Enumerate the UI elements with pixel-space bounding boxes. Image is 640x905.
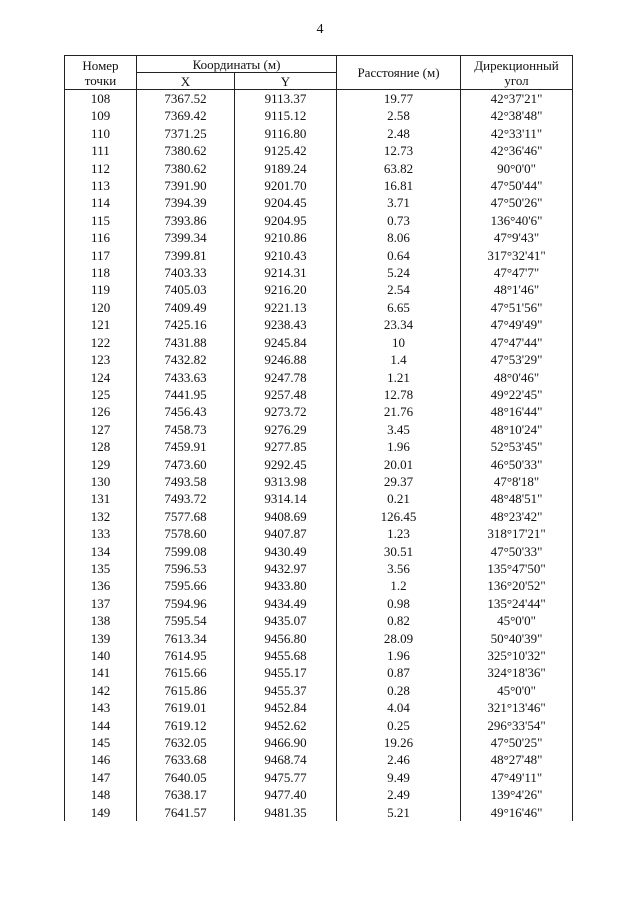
header-number-line1: Номер	[82, 57, 119, 73]
direction-angle-cell: 42°38'48"	[461, 107, 573, 124]
y-coordinate-cell: 9210.86	[235, 229, 337, 246]
x-coordinate-cell: 7473.60	[137, 456, 235, 473]
x-coordinate-cell: 7394.39	[137, 194, 235, 211]
y-coordinate-cell: 9475.77	[235, 769, 337, 786]
point-number-cell: 135	[65, 560, 137, 577]
header-direction-line1: Дирекционный	[474, 57, 559, 73]
point-number-cell: 116	[65, 229, 137, 246]
distance-cell: 9.49	[337, 769, 461, 786]
coordinates-table	[64, 55, 573, 821]
point-number-cell: 123	[65, 351, 137, 368]
table-row	[65, 229, 573, 246]
point-number-cell: 146	[65, 751, 137, 768]
header-direction-line2: угол	[504, 72, 529, 88]
x-coordinate-cell: 7367.52	[137, 90, 235, 108]
y-coordinate-cell: 9452.84	[235, 699, 337, 716]
point-number-cell: 121	[65, 316, 137, 333]
table-row	[65, 543, 573, 560]
table-row	[65, 351, 573, 368]
x-coordinate-cell: 7595.66	[137, 577, 235, 594]
direction-angle-cell: 47°9'43"	[461, 229, 573, 246]
direction-angle-cell: 321°13'46"	[461, 699, 573, 716]
point-number-cell: 117	[65, 247, 137, 264]
point-number-cell: 111	[65, 142, 137, 159]
y-coordinate-cell: 9201.70	[235, 177, 337, 194]
y-coordinate-cell: 9116.80	[235, 125, 337, 142]
direction-angle-cell: 48°10'24"	[461, 421, 573, 438]
y-coordinate-cell: 9456.80	[235, 630, 337, 647]
x-coordinate-cell: 7615.66	[137, 664, 235, 681]
direction-angle-cell: 48°1'46"	[461, 281, 573, 298]
y-coordinate-cell: 9434.49	[235, 595, 337, 612]
distance-cell: 1.4	[337, 351, 461, 368]
table-row	[65, 456, 573, 473]
direction-angle-cell: 47°49'49"	[461, 316, 573, 333]
y-coordinate-cell: 9277.85	[235, 438, 337, 455]
table-row	[65, 699, 573, 716]
table-row	[65, 577, 573, 594]
direction-angle-cell: 42°37'21"	[461, 90, 573, 108]
table-row	[65, 647, 573, 664]
y-coordinate-cell: 9477.40	[235, 786, 337, 803]
distance-cell: 5.24	[337, 264, 461, 281]
direction-angle-cell: 136°40'6"	[461, 212, 573, 229]
distance-cell: 1.96	[337, 647, 461, 664]
x-coordinate-cell: 7594.96	[137, 595, 235, 612]
table-row	[65, 247, 573, 264]
x-coordinate-cell: 7458.73	[137, 421, 235, 438]
direction-angle-cell: 47°50'44"	[461, 177, 573, 194]
x-coordinate-cell: 7369.42	[137, 107, 235, 124]
direction-angle-cell: 324°18'36"	[461, 664, 573, 681]
y-coordinate-cell: 9481.35	[235, 804, 337, 821]
point-number-cell: 132	[65, 508, 137, 525]
header-distance: Расстояние (м)	[337, 56, 461, 90]
distance-cell: 0.73	[337, 212, 461, 229]
direction-angle-cell: 296°33'54"	[461, 717, 573, 734]
distance-cell: 3.45	[337, 421, 461, 438]
direction-angle-cell: 52°53'45"	[461, 438, 573, 455]
point-number-cell: 113	[65, 177, 137, 194]
x-coordinate-cell: 7638.17	[137, 786, 235, 803]
direction-angle-cell: 47°50'26"	[461, 194, 573, 211]
distance-cell: 2.46	[337, 751, 461, 768]
point-number-cell: 143	[65, 699, 137, 716]
direction-angle-cell: 317°32'41"	[461, 247, 573, 264]
y-coordinate-cell: 9276.29	[235, 421, 337, 438]
distance-cell: 0.21	[337, 490, 461, 507]
x-coordinate-cell: 7619.01	[137, 699, 235, 716]
distance-cell: 0.82	[337, 612, 461, 629]
table-row	[65, 316, 573, 333]
x-coordinate-cell: 7640.05	[137, 769, 235, 786]
direction-angle-cell: 47°50'33"	[461, 543, 573, 560]
table-row	[65, 212, 573, 229]
x-coordinate-cell: 7632.05	[137, 734, 235, 751]
distance-cell: 12.78	[337, 386, 461, 403]
point-number-cell: 149	[65, 804, 137, 821]
distance-cell: 1.21	[337, 369, 461, 386]
y-coordinate-cell: 9433.80	[235, 577, 337, 594]
point-number-cell: 145	[65, 734, 137, 751]
point-number-cell: 137	[65, 595, 137, 612]
point-number-cell: 140	[65, 647, 137, 664]
distance-cell: 16.81	[337, 177, 461, 194]
x-coordinate-cell: 7493.72	[137, 490, 235, 507]
direction-angle-cell: 47°47'7"	[461, 264, 573, 281]
direction-angle-cell: 136°20'52"	[461, 577, 573, 594]
x-coordinate-cell: 7441.95	[137, 386, 235, 403]
table-row	[65, 386, 573, 403]
table-row	[65, 264, 573, 281]
x-coordinate-cell: 7431.88	[137, 334, 235, 351]
y-coordinate-cell: 9257.48	[235, 386, 337, 403]
direction-angle-cell: 318°17'21"	[461, 525, 573, 542]
point-number-cell: 147	[65, 769, 137, 786]
distance-cell: 23.34	[337, 316, 461, 333]
header-coordinates: Координаты (м)	[137, 56, 337, 73]
table-row	[65, 90, 573, 108]
x-coordinate-cell: 7393.86	[137, 212, 235, 229]
point-number-cell: 134	[65, 543, 137, 560]
y-coordinate-cell: 9113.37	[235, 90, 337, 108]
point-number-cell: 120	[65, 299, 137, 316]
direction-angle-cell: 45°0'0"	[461, 612, 573, 629]
point-number-cell: 124	[65, 369, 137, 386]
direction-angle-cell: 49°16'46"	[461, 804, 573, 821]
direction-angle-cell: 45°0'0"	[461, 682, 573, 699]
distance-cell: 2.58	[337, 107, 461, 124]
point-number-cell: 127	[65, 421, 137, 438]
distance-cell: 20.01	[337, 456, 461, 473]
x-coordinate-cell: 7399.81	[137, 247, 235, 264]
y-coordinate-cell: 9189.24	[235, 160, 337, 177]
direction-angle-cell: 42°36'46"	[461, 142, 573, 159]
distance-cell: 0.25	[337, 717, 461, 734]
y-coordinate-cell: 9408.69	[235, 508, 337, 525]
table-row	[65, 142, 573, 159]
table-row	[65, 334, 573, 351]
table-row	[65, 751, 573, 768]
direction-angle-cell: 47°51'56"	[461, 299, 573, 316]
x-coordinate-cell: 7425.16	[137, 316, 235, 333]
x-coordinate-cell: 7459.91	[137, 438, 235, 455]
x-coordinate-cell: 7380.62	[137, 160, 235, 177]
direction-angle-cell: 48°0'46"	[461, 369, 573, 386]
distance-cell: 0.87	[337, 664, 461, 681]
table-row	[65, 664, 573, 681]
y-coordinate-cell: 9115.12	[235, 107, 337, 124]
table-row	[65, 369, 573, 386]
x-coordinate-cell: 7493.58	[137, 473, 235, 490]
x-coordinate-cell: 7641.57	[137, 804, 235, 821]
x-coordinate-cell: 7391.90	[137, 177, 235, 194]
x-coordinate-cell: 7596.53	[137, 560, 235, 577]
distance-cell: 63.82	[337, 160, 461, 177]
y-coordinate-cell: 9245.84	[235, 334, 337, 351]
y-coordinate-cell: 9246.88	[235, 351, 337, 368]
direction-angle-cell: 46°50'33"	[461, 456, 573, 473]
table-row	[65, 421, 573, 438]
table-row	[65, 177, 573, 194]
y-coordinate-cell: 9204.45	[235, 194, 337, 211]
table-row	[65, 299, 573, 316]
y-coordinate-cell: 9314.14	[235, 490, 337, 507]
table-row	[65, 734, 573, 751]
distance-cell: 0.64	[337, 247, 461, 264]
x-coordinate-cell: 7409.49	[137, 299, 235, 316]
header-direction-angle	[461, 56, 573, 90]
x-coordinate-cell: 7577.68	[137, 508, 235, 525]
x-coordinate-cell: 7403.33	[137, 264, 235, 281]
y-coordinate-cell: 9407.87	[235, 525, 337, 542]
x-coordinate-cell: 7456.43	[137, 403, 235, 420]
table-row	[65, 786, 573, 803]
y-coordinate-cell: 9435.07	[235, 612, 337, 629]
table-row	[65, 107, 573, 124]
y-coordinate-cell: 9214.31	[235, 264, 337, 281]
distance-cell: 10	[337, 334, 461, 351]
distance-cell: 3.56	[337, 560, 461, 577]
y-coordinate-cell: 9238.43	[235, 316, 337, 333]
table-row	[65, 508, 573, 525]
distance-cell: 3.71	[337, 194, 461, 211]
y-coordinate-cell: 9466.90	[235, 734, 337, 751]
direction-angle-cell: 135°24'44"	[461, 595, 573, 612]
table-row	[65, 595, 573, 612]
x-coordinate-cell: 7432.82	[137, 351, 235, 368]
y-coordinate-cell: 9468.74	[235, 751, 337, 768]
point-number-cell: 138	[65, 612, 137, 629]
x-coordinate-cell: 7619.12	[137, 717, 235, 734]
table-header	[65, 56, 573, 90]
distance-cell: 0.28	[337, 682, 461, 699]
point-number-cell: 114	[65, 194, 137, 211]
table-row	[65, 490, 573, 507]
header-number-line2: точки	[84, 72, 117, 88]
table-row	[65, 804, 573, 821]
direction-angle-cell: 48°27'48"	[461, 751, 573, 768]
distance-cell: 12.73	[337, 142, 461, 159]
distance-cell: 19.26	[337, 734, 461, 751]
distance-cell: 21.76	[337, 403, 461, 420]
direction-angle-cell: 139°4'26"	[461, 786, 573, 803]
y-coordinate-cell: 9430.49	[235, 543, 337, 560]
distance-cell: 2.48	[337, 125, 461, 142]
table-row	[65, 630, 573, 647]
direction-angle-cell: 47°8'18"	[461, 473, 573, 490]
x-coordinate-cell: 7615.86	[137, 682, 235, 699]
table-row	[65, 403, 573, 420]
table-row	[65, 682, 573, 699]
point-number-cell: 110	[65, 125, 137, 142]
direction-angle-cell: 47°50'25"	[461, 734, 573, 751]
table-row	[65, 473, 573, 490]
direction-angle-cell: 47°47'44"	[461, 334, 573, 351]
distance-cell: 2.54	[337, 281, 461, 298]
point-number-cell: 136	[65, 577, 137, 594]
direction-angle-cell: 325°10'32"	[461, 647, 573, 664]
x-coordinate-cell: 7405.03	[137, 281, 235, 298]
distance-cell: 30.51	[337, 543, 461, 560]
x-coordinate-cell: 7433.63	[137, 369, 235, 386]
table-row	[65, 281, 573, 298]
x-coordinate-cell: 7380.62	[137, 142, 235, 159]
direction-angle-cell: 48°23'42"	[461, 508, 573, 525]
header-point-number	[65, 56, 137, 90]
direction-angle-cell: 135°47'50"	[461, 560, 573, 577]
point-number-cell: 141	[65, 664, 137, 681]
table-row	[65, 560, 573, 577]
x-coordinate-cell: 7595.54	[137, 612, 235, 629]
distance-cell: 0.98	[337, 595, 461, 612]
point-number-cell: 119	[65, 281, 137, 298]
point-number-cell: 139	[65, 630, 137, 647]
table-row	[65, 194, 573, 211]
point-number-cell: 126	[65, 403, 137, 420]
x-coordinate-cell: 7578.60	[137, 525, 235, 542]
point-number-cell: 122	[65, 334, 137, 351]
direction-angle-cell: 47°53'29"	[461, 351, 573, 368]
point-number-cell: 125	[65, 386, 137, 403]
x-coordinate-cell: 7614.95	[137, 647, 235, 664]
point-number-cell: 131	[65, 490, 137, 507]
point-number-cell: 108	[65, 90, 137, 108]
table-row	[65, 525, 573, 542]
header-y: Y	[235, 73, 337, 90]
table-row	[65, 717, 573, 734]
direction-angle-cell: 42°33'11"	[461, 125, 573, 142]
point-number-cell: 118	[65, 264, 137, 281]
y-coordinate-cell: 9455.17	[235, 664, 337, 681]
table-row	[65, 769, 573, 786]
direction-angle-cell: 48°16'44"	[461, 403, 573, 420]
point-number-cell: 142	[65, 682, 137, 699]
distance-cell: 126.45	[337, 508, 461, 525]
x-coordinate-cell: 7633.68	[137, 751, 235, 768]
y-coordinate-cell: 9221.13	[235, 299, 337, 316]
distance-cell: 5.21	[337, 804, 461, 821]
direction-angle-cell: 48°48'51"	[461, 490, 573, 507]
distance-cell: 6.65	[337, 299, 461, 316]
direction-angle-cell: 90°0'0"	[461, 160, 573, 177]
table-row	[65, 125, 573, 142]
point-number-cell: 129	[65, 456, 137, 473]
y-coordinate-cell: 9247.78	[235, 369, 337, 386]
point-number-cell: 144	[65, 717, 137, 734]
table-body	[65, 90, 573, 822]
direction-angle-cell: 47°49'11"	[461, 769, 573, 786]
y-coordinate-cell: 9313.98	[235, 473, 337, 490]
y-coordinate-cell: 9125.42	[235, 142, 337, 159]
distance-cell: 29.37	[337, 473, 461, 490]
y-coordinate-cell: 9452.62	[235, 717, 337, 734]
point-number-cell: 133	[65, 525, 137, 542]
table-row	[65, 612, 573, 629]
distance-cell: 19.77	[337, 90, 461, 108]
distance-cell: 28.09	[337, 630, 461, 647]
point-number-cell: 112	[65, 160, 137, 177]
y-coordinate-cell: 9273.72	[235, 403, 337, 420]
distance-cell: 4.04	[337, 699, 461, 716]
y-coordinate-cell: 9204.95	[235, 212, 337, 229]
header-x: X	[137, 73, 235, 90]
point-number-cell: 109	[65, 107, 137, 124]
point-number-cell: 130	[65, 473, 137, 490]
distance-cell: 8.06	[337, 229, 461, 246]
x-coordinate-cell: 7599.08	[137, 543, 235, 560]
direction-angle-cell: 50°40'39"	[461, 630, 573, 647]
x-coordinate-cell: 7613.34	[137, 630, 235, 647]
y-coordinate-cell: 9432.97	[235, 560, 337, 577]
y-coordinate-cell: 9210.43	[235, 247, 337, 264]
x-coordinate-cell: 7399.34	[137, 229, 235, 246]
table-row	[65, 160, 573, 177]
distance-cell: 2.49	[337, 786, 461, 803]
table-row	[65, 438, 573, 455]
page-number: 4	[316, 22, 324, 37]
direction-angle-cell: 49°22'45"	[461, 386, 573, 403]
y-coordinate-cell: 9455.37	[235, 682, 337, 699]
distance-cell: 1.96	[337, 438, 461, 455]
x-coordinate-cell: 7371.25	[137, 125, 235, 142]
point-number-cell: 128	[65, 438, 137, 455]
point-number-cell: 148	[65, 786, 137, 803]
y-coordinate-cell: 9216.20	[235, 281, 337, 298]
y-coordinate-cell: 9292.45	[235, 456, 337, 473]
point-number-cell: 115	[65, 212, 137, 229]
distance-cell: 1.23	[337, 525, 461, 542]
distance-cell: 1.2	[337, 577, 461, 594]
y-coordinate-cell: 9455.68	[235, 647, 337, 664]
